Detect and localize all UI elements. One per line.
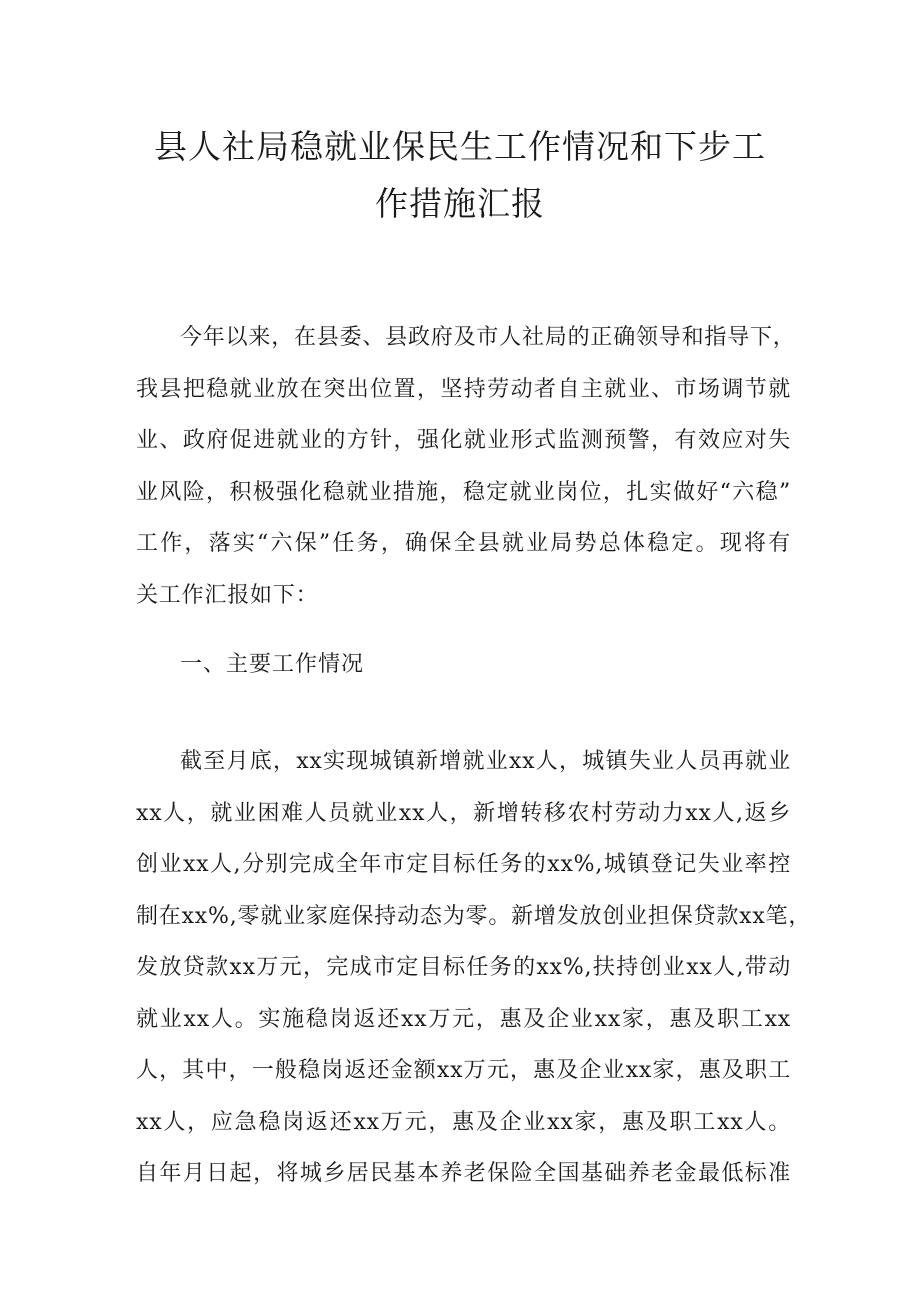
- body-line: 自年月日起，将城乡居民基本养老保险全国基础养老金最低标准: [136, 1161, 791, 1186]
- title-line-1: 县人社局稳就业保民生工作情况和下步工: [154, 127, 766, 166]
- title-line-2: 作措施汇报: [375, 184, 545, 223]
- body-line: 人，其中，一般稳岗返还金额xx万元，惠及企业xx家，惠及职工: [136, 1058, 791, 1083]
- intro-line: 今年以来，在县委、县政府及市人社局的正确领导和指导下，: [180, 325, 796, 350]
- body-line: 创业xx人,分别完成全年市定目标任务的xx%,城镇登记失业率控: [136, 852, 791, 877]
- section-heading-main-work: 一、主要工作情况: [180, 652, 365, 677]
- intro-line: 关工作汇报如下：: [136, 582, 319, 608]
- intro-paragraph: [136, 312, 796, 621]
- body-line: 制在xx%,零就业家庭保持动态为零。新增发放创业担保贷款xx笔，: [136, 903, 812, 929]
- intro-line: 业、政府促进就业的方针，强化就业形式监测预警，有效应对失: [136, 428, 791, 453]
- body-line: xx人，应急稳岗返还xx万元，惠及企业xx家，惠及职工xx人。: [136, 1109, 791, 1135]
- body-paragraph: [136, 736, 812, 1200]
- intro-line: 我县把稳就业放在突出位置，坚持劳动者自主就业、市场调节就: [136, 376, 791, 402]
- document-title: [120, 118, 800, 232]
- body-line: 发放贷款xx万元，完成市定目标任务的xx%,扶持创业xx人,带动: [136, 955, 791, 980]
- body-line: xx人，就业困难人员就业xx人，新增转移农村劳动力xx人,返乡: [136, 800, 791, 826]
- body-line: 截至月底，xx实现城镇新增就业xx人，城镇失业人员再就业: [180, 749, 791, 774]
- body-line: 就业xx人。实施稳岗返还xx万元，惠及企业xx家，惠及职工xx: [136, 1006, 791, 1032]
- intro-line: 工作，落实“六保”任务，确保全县就业局势总体稳定。现将有: [136, 531, 791, 556]
- intro-line: 业风险，积极强化稳就业措施，稳定就业岗位，扎实做好“六稳”: [136, 479, 791, 505]
